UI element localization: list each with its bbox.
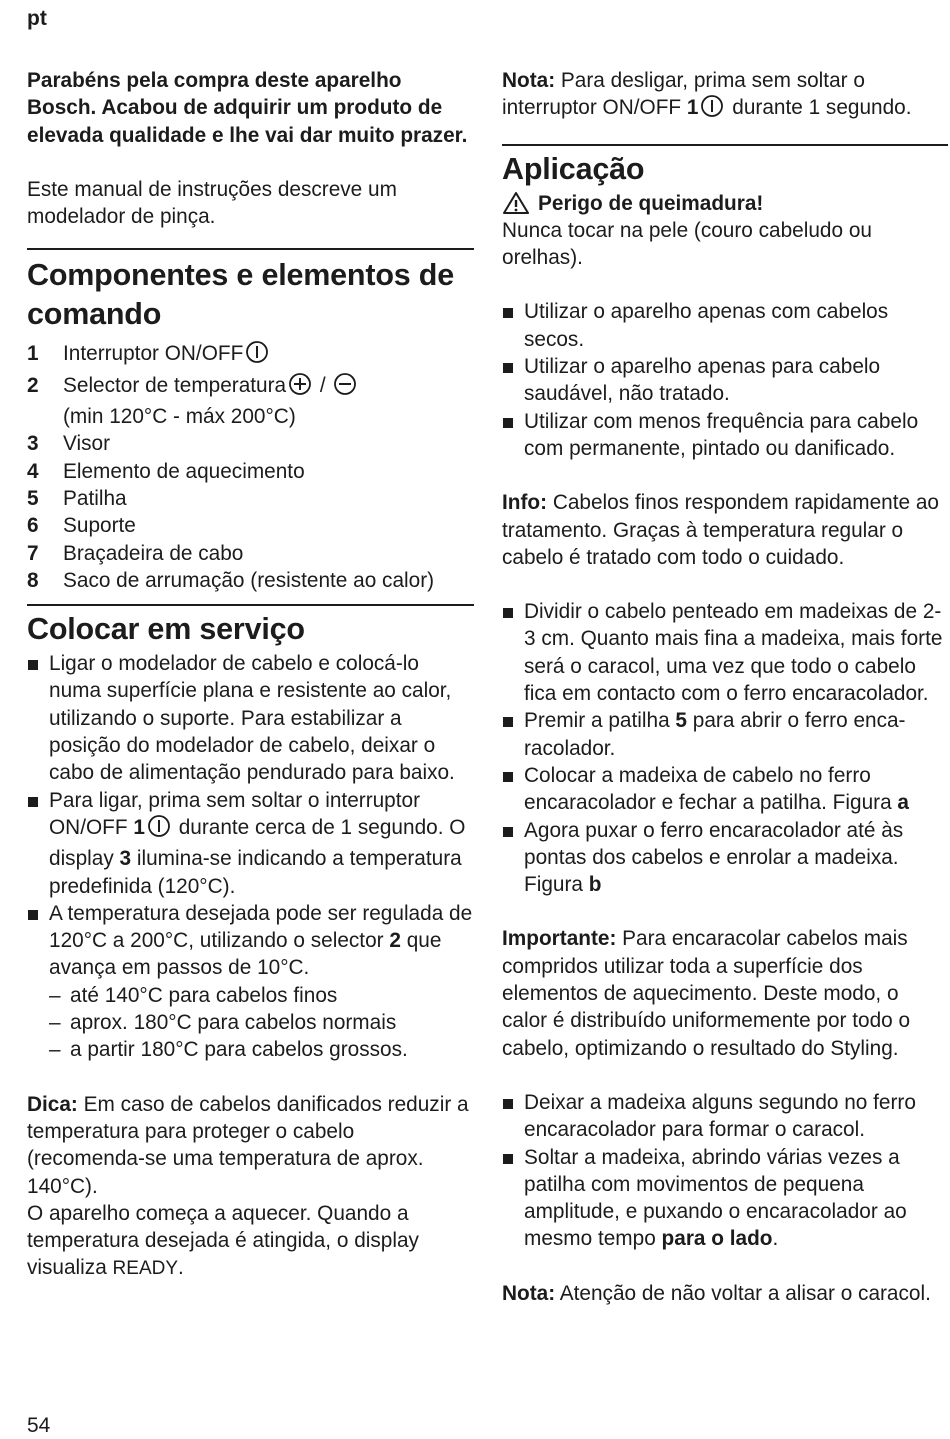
important-paragraph: Importante: Para encaracolar cabelos mais compridos utilizar toda a superfície dos elementos de aquecimento. Deste modo, o calor é distribuído uniformemente por todo o cabelo, optimizando o resultado do Styling. <box>502 927 911 1060</box>
component-label: Selector de temperatura / (min 120°C - máx 200°C) <box>63 372 359 431</box>
component-number: 4 <box>27 459 39 483</box>
list-item: – a partir 180°C para cabelos grossos. <box>49 1038 408 1062</box>
section-divider <box>27 604 474 606</box>
note-curl: Nota: Atenção de não voltar a alisar o caracol. <box>502 1281 931 1305</box>
service-steps-list <box>27 650 474 982</box>
component-number: 8 <box>27 568 39 592</box>
application-heading: Aplicação <box>502 151 645 186</box>
bullet-square-icon <box>27 900 49 982</box>
bullet-square-icon <box>502 762 524 817</box>
manual-description: Este manual de instruções descreve um modelador de pinça. <box>27 177 397 229</box>
info-paragraph: Info: Cabelos finos respondem rapidamente ao tratamento. Graças à temperatura regular o cabelo é tratado com todo o cuidado. <box>502 491 939 569</box>
power-icon <box>700 94 724 125</box>
bullet-square-icon <box>502 598 524 707</box>
list-item: Para ligar, prima sem soltar o interruptor ON/OFF 1 durante cerca de 1 segundo. O display 3 ilumina-se indicando a temperatura predefinida (120°C). <box>27 787 474 900</box>
bullet-square-icon <box>502 1089 524 1144</box>
warning-text: Nunca tocar na pele (couro cabeludo ou orelhas). <box>502 218 872 270</box>
bullet-square-icon <box>502 298 524 353</box>
component-item <box>27 567 474 594</box>
bullet-square-icon <box>502 353 524 408</box>
bullet-square-icon <box>502 817 524 899</box>
component-label: Interruptor ON/OFF <box>63 340 271 371</box>
power-icon <box>147 814 171 845</box>
bullet-square-icon <box>27 650 49 786</box>
component-number: 1 <box>27 342 39 366</box>
list-item: Deixar a madeixa alguns segundo no ferro encaracolador para formar o caracol. <box>502 1089 948 1144</box>
bullet-square-icon <box>502 1144 524 1253</box>
power-icon <box>245 340 269 371</box>
component-number: 5 <box>27 486 39 510</box>
curling-steps-list <box>502 598 948 898</box>
warning-title: Perigo de queimadura! <box>502 190 948 217</box>
list-item: Utilizar o aparelho apenas com cabelos secos. <box>502 298 948 353</box>
section-divider <box>502 144 948 146</box>
list-item: Premir a patilha 5 para abrir o ferro enca-racolador. <box>502 707 948 762</box>
component-item <box>27 340 474 371</box>
section-divider <box>27 248 474 250</box>
temperature-options-list <box>27 982 474 1064</box>
component-item <box>27 540 474 567</box>
intro-paragraph: Parabéns pela compra deste aparelho Bosch. Acabou de adquirir um produto de elevada qualidade e lhe vai dar muito prazer. <box>27 69 468 147</box>
component-number: 6 <box>27 514 39 538</box>
note-switch-off: Nota: Para desligar, prima sem soltar o interruptor ON/OFF 1 durante 1 segundo. <box>502 67 948 126</box>
component-number: 3 <box>27 432 39 456</box>
component-item <box>27 512 474 539</box>
components-heading: Componentes e elementos de comando <box>27 258 454 332</box>
list-item: Colocar a madeixa de cabelo no ferro encaracolador e fechar a patilha. Figura a <box>502 762 948 817</box>
components-list <box>27 340 474 594</box>
plus-circle-icon <box>288 372 312 403</box>
language-code: pt <box>27 7 47 30</box>
list-item: – até 140°C para cabelos finos <box>49 983 338 1007</box>
left-column <box>27 67 474 1283</box>
heating-paragraph: O aparelho começa a aquecer. Quando a temperatura desejada é atingida, o display visualiza READY. <box>27 1201 419 1280</box>
component-label: Elemento de aquecimento <box>63 459 305 483</box>
bullet-square-icon <box>502 408 524 463</box>
list-item: Dividir o cabelo penteado em madeixas de 2-3 cm. Quanto mais fina a madeixa, mais forte será o caracol, uma vez que todo o cabelo fica em contacto com o ferro encaracolador. <box>502 598 948 707</box>
list-item: Utilizar o aparelho apenas para cabelo saudável, não tratado. <box>502 353 948 408</box>
list-item: Soltar a madeixa, abrindo várias vezes a patilha com movimentos de pequena amplitude, e puxando o encaracolador ao mesmo tempo para o lado. <box>502 1144 948 1253</box>
list-item: Ligar o modelador de cabelo e colocá-lo numa superfície plana e resistente ao calor, utilizando o suporte. Para estabilizar a posição do modelador de cabelo, deixar o cabo de alimentação pendurado para baixo. <box>27 650 474 786</box>
component-item <box>27 458 474 485</box>
bullet-square-icon <box>502 707 524 762</box>
finishing-steps-list <box>502 1089 948 1253</box>
tip-paragraph: Dica: Em caso de cabelos danificados reduzir a temperatura para proteger o cabelo (recomenda-se uma temperatura de aprox. 140°C). <box>27 1092 469 1198</box>
list-item: – aprox. 180°C para cabelos normais <box>49 1011 397 1035</box>
list-item: Utilizar com menos frequência para cabelo com permanente, pintado ou danificado. <box>502 408 948 463</box>
list-item: Agora puxar o ferro encaracolador até às pontas dos cabelos e enrolar a madeixa. Figura b <box>502 817 948 899</box>
component-item <box>27 430 474 457</box>
component-item <box>27 485 474 512</box>
usage-list <box>502 298 948 462</box>
component-number: 7 <box>27 541 39 565</box>
page-number: 54 <box>27 1414 51 1437</box>
service-heading: Colocar em serviço <box>27 612 305 647</box>
warning-triangle-icon <box>502 191 530 215</box>
component-label: Braçadeira de cabo <box>63 541 244 565</box>
component-label: Saco de arrumação (resistente ao calor) <box>63 568 435 592</box>
component-label: Patilha <box>63 486 127 510</box>
bullet-square-icon <box>27 787 49 900</box>
right-column <box>502 67 948 1307</box>
component-label: Visor <box>63 432 111 456</box>
component-label: Suporte <box>63 514 136 538</box>
minus-circle-icon <box>333 372 357 403</box>
component-number: 2 <box>27 373 39 397</box>
component-item <box>27 372 474 431</box>
list-item: A temperatura desejada pode ser regulada de 120°C a 200°C, utilizando o selector 2 que avança em passos de 10°C. <box>27 900 474 982</box>
